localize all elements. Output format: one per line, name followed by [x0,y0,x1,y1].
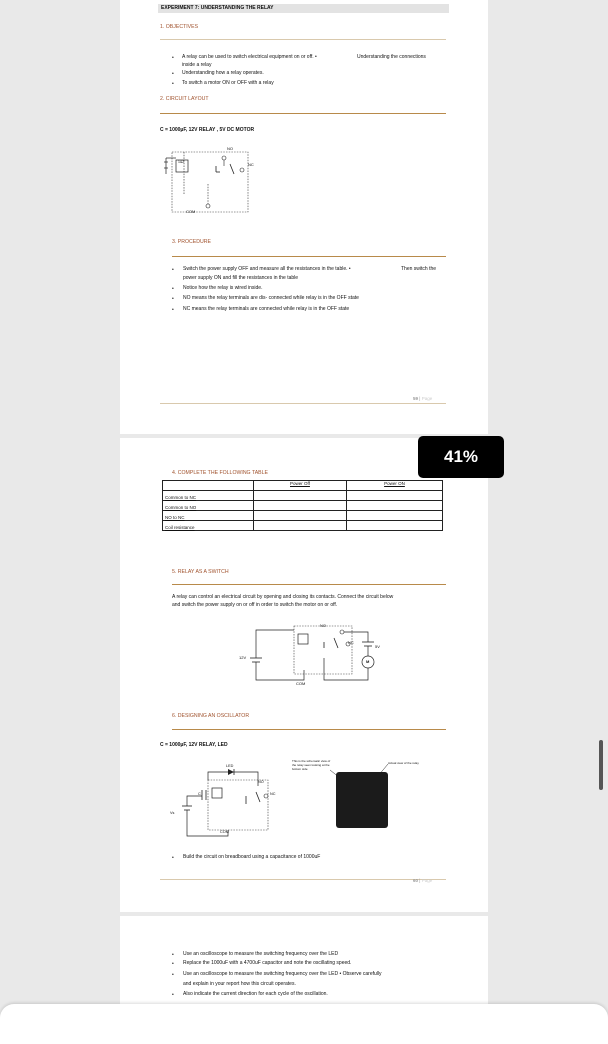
table-header-row [163,481,443,491]
objective-text: A relay can be used to switch electrical equipment on or off. • [182,54,317,60]
no-terminal-label: NO [227,146,233,151]
document-page-60 [120,438,488,912]
table-cell [254,511,347,521]
bullet-icon: • [172,952,174,958]
bullet-icon: • [172,81,174,87]
section-divider [172,256,446,257]
supply-5v-label: 5V [375,644,380,649]
procedure-item: power supply ON and fill the resistances in the table [183,275,299,281]
section-divider [160,39,446,40]
supply-12v-label: 12V [239,655,247,660]
com-terminal-label: COM [186,209,196,214]
relay-circuit-diagram [164,144,264,220]
procedure-heading: 3. PROCEDURE [172,239,211,245]
capacitor-label: C [198,792,201,796]
table-cell [346,501,442,511]
table-cell [254,521,347,531]
page-number: 59 | Page [413,396,433,401]
table-cell [254,501,347,511]
table-row-label: Coil resistance [163,521,254,531]
com-terminal-label: COM [296,681,306,686]
zoom-indicator: 41% [418,436,504,478]
bullet-icon: • [172,55,174,61]
supply-label: Vs [170,811,175,815]
table-heading: 4. COMPLETE THE FOLLOWING TABLE [172,470,268,476]
table-row [163,491,443,501]
nc-terminal-label: NC [270,792,276,796]
table-header-cell: Power ON [346,481,442,491]
table-row-label: Common to NO [163,501,254,511]
scrollbar-thumb[interactable] [599,740,603,790]
bullet-icon: • [172,71,174,77]
photo-note: bottom side [292,767,308,771]
bullet-icon: • [172,267,174,273]
procedure-item: NO means the relay terminals are dis- connected while relay is in the OFF state [183,295,359,301]
oscillator-circuit-diagram [168,760,278,840]
page-number: 60 | Page [413,878,433,883]
page3-item: Also indicate the current direction for each cycle of the oscillation. [183,991,328,997]
com-terminal-label: COM [220,830,229,834]
page3-item: Replace the 1000uF with a 4700uF capacitor and note the oscillating speed. [183,960,352,966]
resistance-table [162,480,443,531]
table-cell [254,491,347,501]
table-cell [346,491,442,501]
circuit-layout-heading: 2. CIRCUIT LAYOUT [160,96,209,102]
relay-photo [336,772,388,828]
led-label: LED [226,764,234,768]
nc-terminal-label: NC [248,162,254,167]
objectives-heading: 1. OBJECTIVES [160,24,199,30]
page3-item: and explain in your report how this circuit operates. [183,981,296,987]
bullet-icon: • [172,296,174,302]
experiment-title: EXPERIMENT 7: UNDERSTANDING THE RELAY [158,4,449,13]
objective-text: To switch a motor ON or OFF with a relay [182,80,274,86]
bullet-icon: • [172,307,174,313]
procedure-item: Notice how the relay is wired inside. [183,285,263,291]
no-terminal-label: NO [320,623,326,628]
section-divider [160,113,446,114]
objective-text: Understanding the connections [357,54,426,60]
table-row [163,511,443,521]
circuit-caption: C = 1000µF, 12V RELAY , 5V DC MOTOR [160,127,255,133]
table-cell [346,511,442,521]
procedure-item: Then switch the [401,266,437,272]
oscillator-caption: C = 1000µF, 12V RELAY, LED [160,742,228,748]
table-row-label: Common to NC [163,491,254,501]
bullet-icon: • [172,286,174,292]
table-row [163,521,443,531]
oscillator-heading: 6. DESIGNING AN OSCILLATOR [172,713,250,719]
table-header-cell [163,481,254,491]
objective-text: Understanding how a relay operates. [182,70,264,76]
document-page-59 [120,0,488,434]
bullet-icon: • [172,972,174,978]
footer-divider [160,403,446,404]
procedure-item: NC means the relay terminals are connected while relay is in the OFF state [183,306,350,312]
table-row-label: NO to NC [163,511,254,521]
switch-description: A relay can control an electrical circuit by opening and closing its contacts. Connect the circuit below [172,594,394,600]
section-divider [172,584,446,585]
footer-divider [160,879,446,880]
bullet-icon: • [172,855,174,861]
relay-switch-circuit-diagram [244,618,384,690]
bullet-icon: • [172,961,174,967]
page3-item: Use an oscilloscope to measure the switching frequency over the LED • Observe carefully [183,971,382,977]
coil-pins-label: 1&2 [178,160,185,164]
relay-switch-heading: 5. RELAY AS A SWITCH [172,569,229,575]
table-cell [346,521,442,531]
oscillator-instruction: Build the circuit on breadboard using a capacitance of 1000uF [183,854,321,860]
nc-terminal-label: NC [348,640,354,645]
bottom-sheet[interactable] [0,1004,608,1044]
no-terminal-label: NO [258,780,264,784]
table-row [163,501,443,511]
bullet-icon: • [172,992,174,998]
photo-note: the relay seen looking at the [292,763,330,767]
section-divider [172,729,446,730]
page3-item: Use an oscilloscope to measure the switching frequency over the LED [183,951,339,957]
table-header-cell: Power Off [254,481,347,491]
photo-note: Actual view of the relay [388,761,419,765]
photo-note: This is the schematic view of [292,759,331,763]
switch-description: and switch the power supply on or off in order to switch the motor on or off. [172,602,338,608]
procedure-item: Switch the power supply OFF and measure all the resistances in the table. • [183,266,351,272]
motor-icon: M [366,659,370,664]
objective-text: inside a relay [182,62,212,68]
